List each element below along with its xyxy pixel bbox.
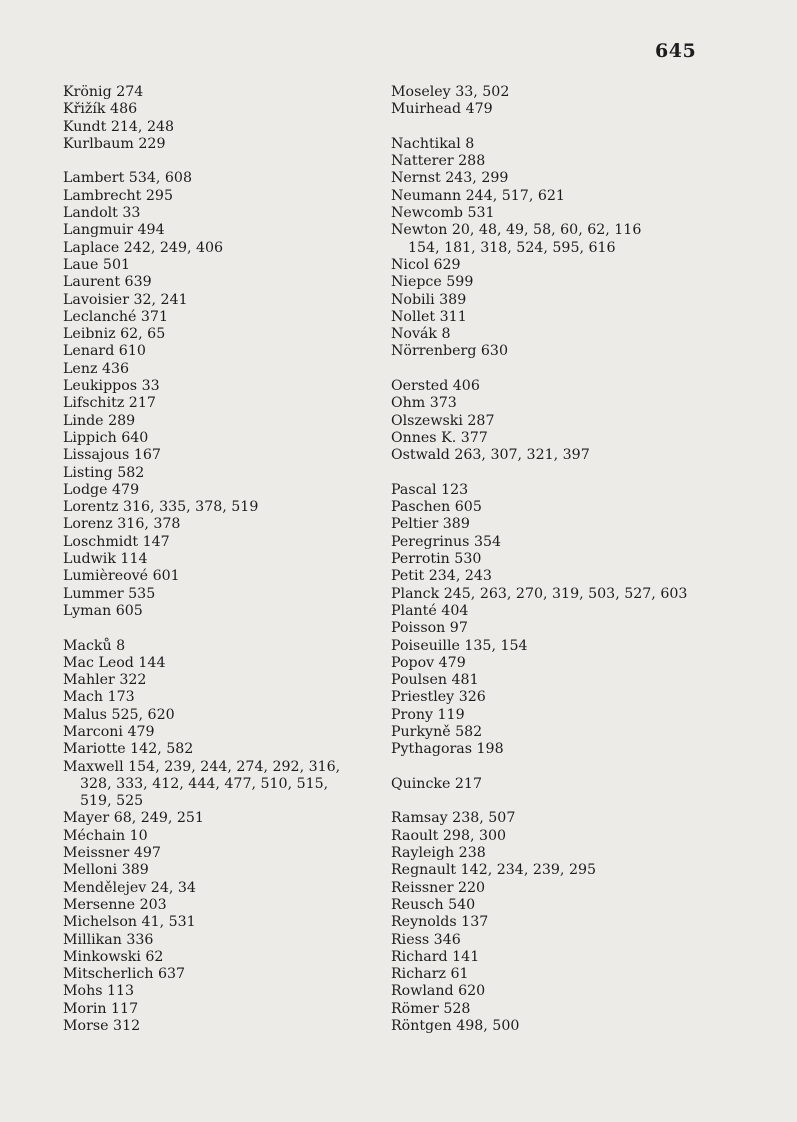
index-entry: Lumièreové 601 — [63, 568, 180, 585]
index-entry: Nernst 243, 299 — [391, 170, 509, 187]
index-entry: Lodge 479 — [63, 481, 140, 498]
index-entry: Prony 119 — [391, 706, 465, 723]
index-entry: Lifschitz 217 — [63, 395, 156, 412]
index-entry: Mac Leod 144 — [63, 654, 166, 671]
index-entry: Křižík 486 — [63, 101, 138, 118]
index-entry: Peregrinus 354 — [391, 533, 502, 550]
index-entry: Neumann 244, 517, 621 — [391, 187, 565, 204]
index-entry: Lyman 605 — [63, 602, 143, 619]
index-entry: Poisson 97 — [391, 620, 468, 637]
index-entry: Listing 582 — [63, 464, 145, 481]
index-entry: Reissner 220 — [391, 879, 486, 896]
index-entry: Mahler 322 — [63, 672, 147, 689]
index-entry: Leukippos 33 — [63, 378, 160, 395]
index-entry: Peltier 389 — [391, 516, 470, 533]
index-entry: Niepce 599 — [391, 274, 474, 291]
index-entry: Minkowski 62 — [63, 948, 164, 965]
index-entry: Lenz 436 — [63, 360, 130, 377]
index-entry: Krönig 274 — [63, 84, 144, 100]
index-letter-group — [63, 84, 383, 153]
index-entry: Laurent 639 — [63, 274, 152, 291]
index-entry: Quincke 217 — [391, 775, 482, 792]
index-entry: Lummer 535 — [63, 585, 156, 602]
index-entry: Nörrenberg 630 — [391, 343, 508, 360]
index-column-left — [63, 84, 383, 1035]
index-entry: Natterer 288 — [391, 153, 486, 170]
index-entry: Kundt 214, 248 — [63, 118, 175, 135]
index-entry: Leibniz 62, 65 — [63, 326, 166, 343]
index-entry: Méchain 10 — [63, 827, 148, 844]
index-entry: Rayleigh 238 — [391, 845, 486, 862]
index-entry: Nobili 389 — [391, 291, 467, 308]
index-entry: Laplace 242, 249, 406 — [63, 239, 224, 256]
index-letter-group — [391, 482, 701, 759]
index-letter-group — [391, 84, 701, 119]
index-entry: Mayer 68, 249, 251 — [63, 810, 204, 827]
index-entry: Lorentz 316, 335, 378, 519 — [63, 499, 259, 516]
page-number: 645 — [655, 40, 697, 62]
index-entry: Nicol 629 — [391, 256, 461, 273]
index-entry: Purkyně 582 — [391, 723, 483, 740]
index-entry: Kurlbaum 229 — [63, 135, 166, 152]
index-entry: Petit 234, 243 — [391, 568, 492, 585]
index-entry: Marconi 479 — [63, 723, 155, 740]
index-entry: Richard 141 — [391, 948, 480, 965]
index-entry: Millikan 336 — [63, 931, 154, 948]
index-entry: Loschmidt 147 — [63, 533, 170, 550]
index-entry: Rowland 620 — [391, 983, 486, 1000]
index-entry: Richarz 61 — [391, 966, 469, 983]
index-entry: Pascal 123 — [391, 481, 469, 498]
index-entry: Raoult 298, 300 — [391, 827, 507, 844]
index-entry: Landolt 33 — [63, 205, 141, 222]
index-entry: Olszewski 287 — [391, 412, 495, 429]
index-entry: Morse 312 — [63, 1018, 141, 1035]
index-entry: Lenard 610 — [63, 343, 146, 360]
index-entry: Riess 346 — [391, 931, 461, 948]
index-letter-group — [391, 810, 701, 1035]
index-entry: Morin 117 — [63, 1000, 139, 1017]
index-entry: Regnault 142, 234, 239, 295 — [391, 862, 597, 879]
index-entry: Mitscherlich 637 — [63, 966, 186, 983]
index-entry: Malus 525, 620 — [63, 706, 175, 723]
index-entry: Mariotte 142, 582 — [63, 741, 194, 758]
index-entry: Ludwik 114 — [63, 551, 148, 568]
index-entry: Ramsay 238, 507 — [391, 810, 516, 827]
index-entry: Röntgen 498, 500 — [391, 1018, 520, 1035]
index-entry: Mendělejev 24, 34 — [63, 879, 196, 896]
index-entry: Macků 8 — [63, 637, 126, 654]
index-entry: Melloni 389 — [63, 862, 149, 879]
index-entry: Nachtikal 8 — [391, 135, 475, 152]
index-entry: Onnes K. 377 — [391, 429, 488, 446]
index-entry: Reusch 540 — [391, 896, 476, 913]
index-entry: Meissner 497 — [63, 845, 161, 862]
index-entry: Newcomb 531 — [391, 205, 495, 222]
index-entry: Linde 289 — [63, 412, 136, 429]
index-letter-group — [63, 638, 383, 1036]
index-entry: Planck 245, 263, 270, 319, 503, 527, 603 — [391, 585, 688, 602]
index-letter-group — [391, 378, 701, 464]
index-entry: Muirhead 479 — [391, 101, 493, 118]
index-entry: Lavoisier 32, 241 — [63, 291, 188, 308]
index-entry: Planté 404 — [391, 602, 469, 619]
index-entry: Reynolds 137 — [391, 914, 489, 931]
index-letter-group — [391, 136, 701, 361]
index-entry: Ostwald 263, 307, 321, 397 — [391, 447, 590, 464]
index-entry: Priestley 326 — [391, 689, 486, 706]
index-entry: Lambert 534, 608 — [63, 170, 192, 187]
index-entry: Novák 8 — [391, 326, 451, 343]
index-letter-group — [63, 170, 383, 620]
index-entry: Poulsen 481 — [391, 672, 479, 689]
index-entry: Newton 20, 48, 49, 58, 60, 62, 116 154, 181, 318, 524, 595, 616 — [391, 222, 642, 256]
index-entry: Laue 501 — [63, 256, 131, 273]
index-entry: Mohs 113 — [63, 983, 135, 1000]
index-entry: Lorenz 316, 378 — [63, 516, 181, 533]
index-entry: Pythagoras 198 — [391, 741, 504, 758]
index-entry: Perrotin 530 — [391, 551, 482, 568]
index-entry: Oersted 406 — [391, 378, 480, 395]
index-entry: Poiseuille 135, 154 — [391, 637, 528, 654]
index-entry: Paschen 605 — [391, 499, 482, 516]
index-entry: Mersenne 203 — [63, 896, 167, 913]
index-letter-group — [391, 776, 701, 793]
index-entry: Leclanché 371 — [63, 308, 168, 325]
index-entry: Mach 173 — [63, 689, 135, 706]
index-entry: Lippich 640 — [63, 429, 149, 446]
index-entry: Popov 479 — [391, 654, 466, 671]
index-entry: Ohm 373 — [391, 395, 457, 412]
index-entry: Lissajous 167 — [63, 447, 161, 464]
index-entry: Lambrecht 295 — [63, 187, 173, 204]
index-entry: Michelson 41, 531 — [63, 914, 196, 931]
index-column-right — [391, 84, 701, 1035]
index-entry: Maxwell 154, 239, 244, 274, 292, 316, 328, 333, 412, 444, 477, 510, 515, 519, 525 — [63, 758, 341, 810]
index-entry: Langmuir 494 — [63, 222, 165, 239]
index-entry: Nollet 311 — [391, 308, 467, 325]
index-entry: Römer 528 — [391, 1000, 471, 1017]
index-entry: Moseley 33, 502 — [391, 84, 510, 100]
